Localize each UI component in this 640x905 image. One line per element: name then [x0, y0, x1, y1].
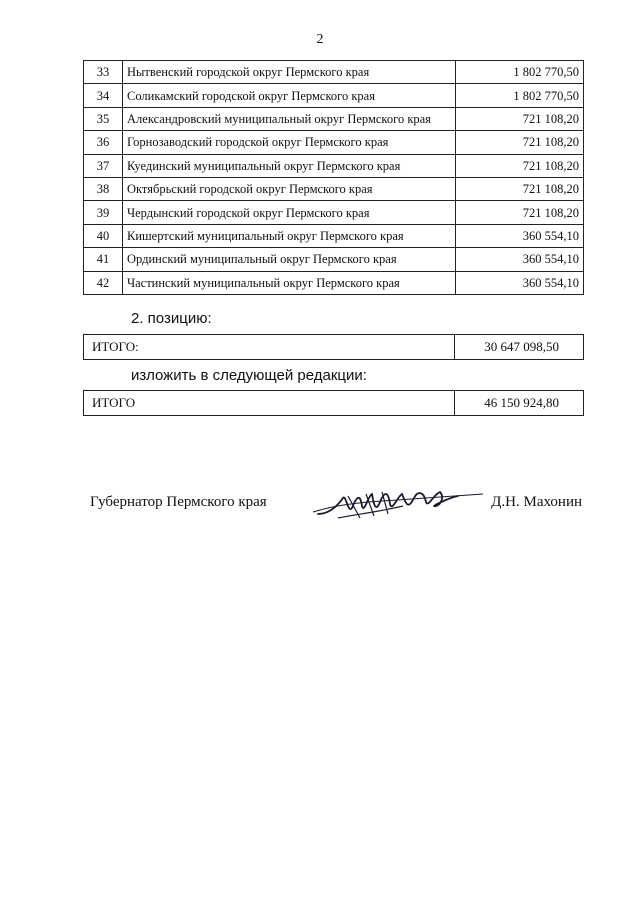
table-row: [84, 201, 584, 224]
row-number: 38: [84, 177, 123, 200]
row-amount: 1 802 770,50: [456, 84, 584, 107]
municipality-name: Чердынский городской округ Пермского края: [123, 201, 456, 224]
new-total-amount: 46 150 924,80: [455, 391, 584, 416]
table-row: [84, 248, 584, 271]
new-total-row: [84, 391, 584, 416]
municipality-name: Кишертский муниципальный округ Пермского края: [123, 224, 456, 247]
table-row: [84, 271, 584, 294]
position-label: 2. позицию:: [131, 310, 212, 327]
municipality-name: Октябрьский городской округ Пермского края: [123, 177, 456, 200]
table-row: [84, 177, 584, 200]
table-row: [84, 154, 584, 177]
old-total-label: ИТОГО:: [84, 335, 455, 360]
row-amount: 721 108,20: [456, 177, 584, 200]
table-row: [84, 131, 584, 154]
governor-title: Губернатор Пермского края: [90, 494, 267, 510]
row-number: 40: [84, 224, 123, 247]
row-amount: 721 108,20: [456, 131, 584, 154]
old-total-row: [84, 335, 584, 360]
new-total-label: ИТОГО: [84, 391, 455, 416]
municipality-name: Соликамский городской округ Пермского края: [123, 84, 456, 107]
municipality-name: Горнозаводский городской округ Пермского края: [123, 131, 456, 154]
old-total-amount: 30 647 098,50: [455, 335, 584, 360]
table-row: [84, 107, 584, 130]
table-row: [84, 61, 584, 84]
row-amount: 721 108,20: [456, 154, 584, 177]
row-amount: 721 108,20: [456, 201, 584, 224]
row-number: 39: [84, 201, 123, 224]
allocation-table: [83, 60, 584, 295]
new-edition-label: изложить в следующей редакции:: [131, 367, 367, 384]
table-row: [84, 84, 584, 107]
row-amount: 360 554,10: [456, 248, 584, 271]
row-number: 42: [84, 271, 123, 294]
row-amount: 360 554,10: [456, 271, 584, 294]
municipality-name: Александровский муниципальный округ Пермского края: [123, 107, 456, 130]
page-number: 2: [316, 32, 324, 47]
municipality-name: Нытвенский городской округ Пермского края: [123, 61, 456, 84]
new-total-table: [83, 390, 584, 416]
governor-name: Д.Н. Махонин: [491, 494, 582, 510]
municipality-name: Ординский муниципальный округ Пермского края: [123, 248, 456, 271]
row-amount: 721 108,20: [456, 107, 584, 130]
signature-block: [83, 488, 584, 528]
row-number: 34: [84, 84, 123, 107]
row-amount: 1 802 770,50: [456, 61, 584, 84]
row-number: 35: [84, 107, 123, 130]
row-number: 41: [84, 248, 123, 271]
old-total-table: [83, 334, 584, 360]
row-number: 33: [84, 61, 123, 84]
table-row: [84, 224, 584, 247]
handwritten-signature-icon: [308, 484, 488, 524]
allocation-table-body: [84, 61, 584, 295]
municipality-name: Частинский муниципальный округ Пермского края: [123, 271, 456, 294]
municipality-name: Куединский муниципальный округ Пермского края: [123, 154, 456, 177]
row-number: 37: [84, 154, 123, 177]
row-amount: 360 554,10: [456, 224, 584, 247]
row-number: 36: [84, 131, 123, 154]
